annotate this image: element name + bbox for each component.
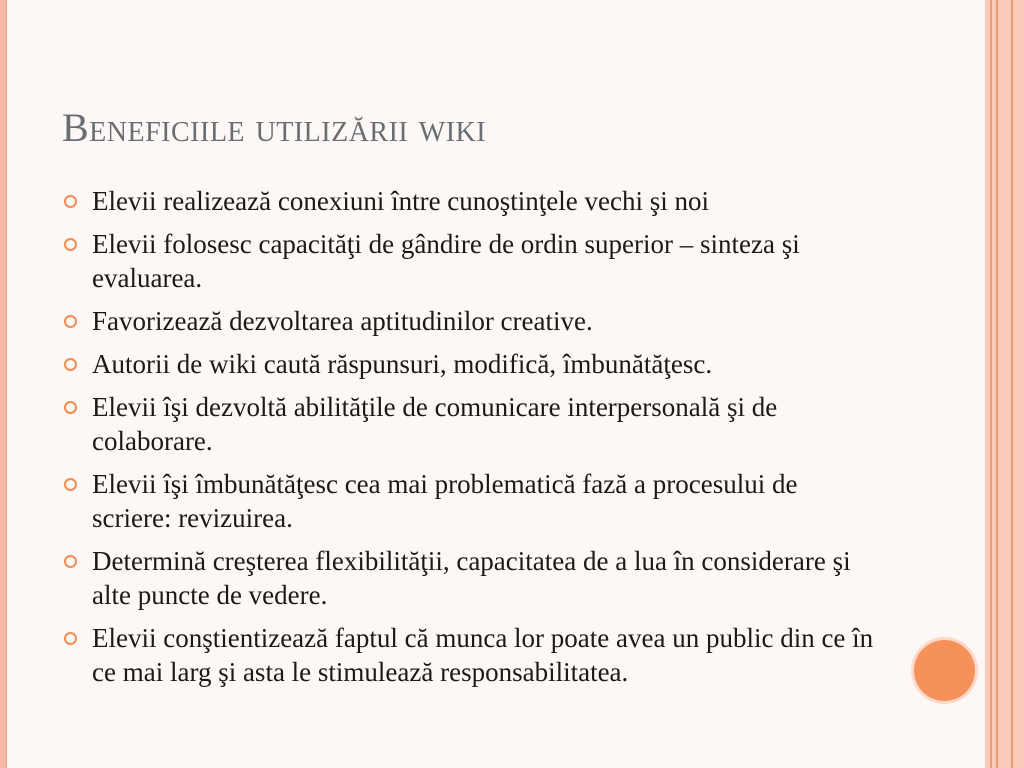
right-border-stripe <box>1011 0 1013 768</box>
list-item <box>62 184 882 218</box>
list-item-text: Elevii îşi dezvoltă abilităţile de comunicare interpersonală şi de colaborare. <box>92 392 778 456</box>
list-item-text: Favorizează dezvoltarea aptitudinilor creative. <box>92 306 593 336</box>
right-border-stripe <box>990 0 992 768</box>
left-border-decoration <box>0 0 7 768</box>
ring-bullet-icon <box>64 401 77 414</box>
list-item <box>62 390 882 458</box>
slide-title: Beneficiile utilizării wiki <box>62 105 487 150</box>
list-item <box>62 227 882 295</box>
list-item-text: Elevii îşi îmbunătăţesc cea mai problematică fază a procesului de scriere: revizuirea. <box>92 469 798 533</box>
list-item <box>62 467 882 535</box>
list-item-text: Elevii realizează conexiuni între cunoştinţele vechi şi noi <box>92 186 710 216</box>
ring-bullet-icon <box>64 358 77 371</box>
ring-bullet-icon <box>64 478 77 491</box>
orange-circle-icon <box>914 640 975 701</box>
list-item <box>62 621 882 689</box>
list-item-text: Elevii conştientizează faptul că munca lor poate avea un public din ce în ce mai larg şi asta le stimulează responsabilitatea. <box>92 623 874 687</box>
ring-bullet-icon <box>64 555 77 568</box>
list-item <box>62 304 882 338</box>
list-item <box>62 544 882 612</box>
list-item-text: Autorii de wiki caută răspunsuri, modifică, îmbunătăţesc. <box>92 349 713 379</box>
list-item-text: Elevii folosesc capacităţi de gândire de ordin superior – sinteza şi evaluarea. <box>92 229 800 293</box>
right-border-stripe <box>996 0 998 768</box>
ring-bullet-icon <box>64 195 77 208</box>
list-item <box>62 347 882 381</box>
ring-bullet-icon <box>64 315 77 328</box>
ring-bullet-icon <box>64 238 77 251</box>
list-item-text: Determină creşterea flexibilităţii, capacitatea de a lua în considerare şi alte puncte de vedere. <box>92 546 851 610</box>
ring-bullet-icon <box>64 632 77 645</box>
bullet-list <box>62 184 882 698</box>
